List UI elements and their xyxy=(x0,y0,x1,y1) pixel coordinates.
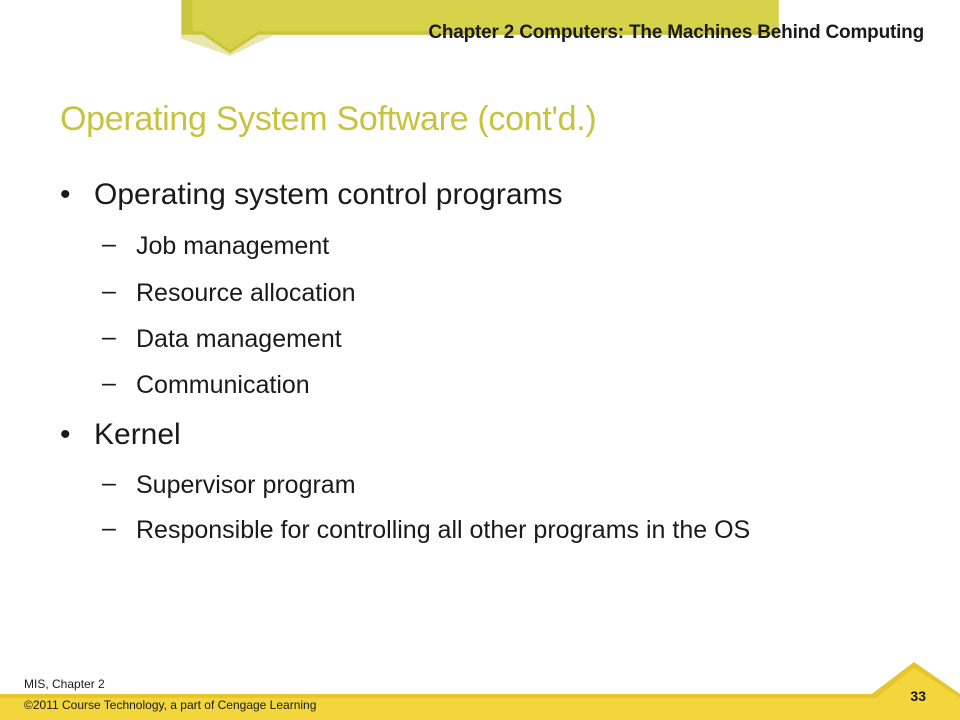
sub-bullet-text: Job management xyxy=(136,232,330,260)
bullet-text: Operating system control programs xyxy=(94,178,563,211)
dash-icon: – xyxy=(102,469,116,497)
sub-bullet-text: Data management xyxy=(136,325,342,353)
dash-icon: – xyxy=(102,369,116,397)
footer-copyright: ©2011 Course Technology, a part of Cengage Learning xyxy=(24,698,317,712)
sub-bullet-text: Supervisor program xyxy=(136,471,356,499)
dash-icon: – xyxy=(102,514,116,542)
bullet-dot-icon: • xyxy=(60,418,71,451)
dash-icon: – xyxy=(102,323,116,351)
sub-bullet-text: Communication xyxy=(136,371,310,399)
bullet-text: Kernel xyxy=(94,418,181,451)
footer-course: MIS, Chapter 2 xyxy=(24,677,105,691)
bullet-dot-icon: • xyxy=(60,178,71,211)
chapter-title: Chapter 2 Computers: The Machines Behind Computing xyxy=(428,22,924,43)
page-number: 33 xyxy=(910,688,926,704)
slide-title: Operating System Software (cont'd.) xyxy=(60,100,597,138)
sub-bullet-text: Resource allocation xyxy=(136,279,356,307)
dash-icon: – xyxy=(102,230,116,258)
dash-icon: – xyxy=(102,277,116,305)
sub-bullet-text: Responsible for controlling all other programs in the OS xyxy=(136,516,751,544)
